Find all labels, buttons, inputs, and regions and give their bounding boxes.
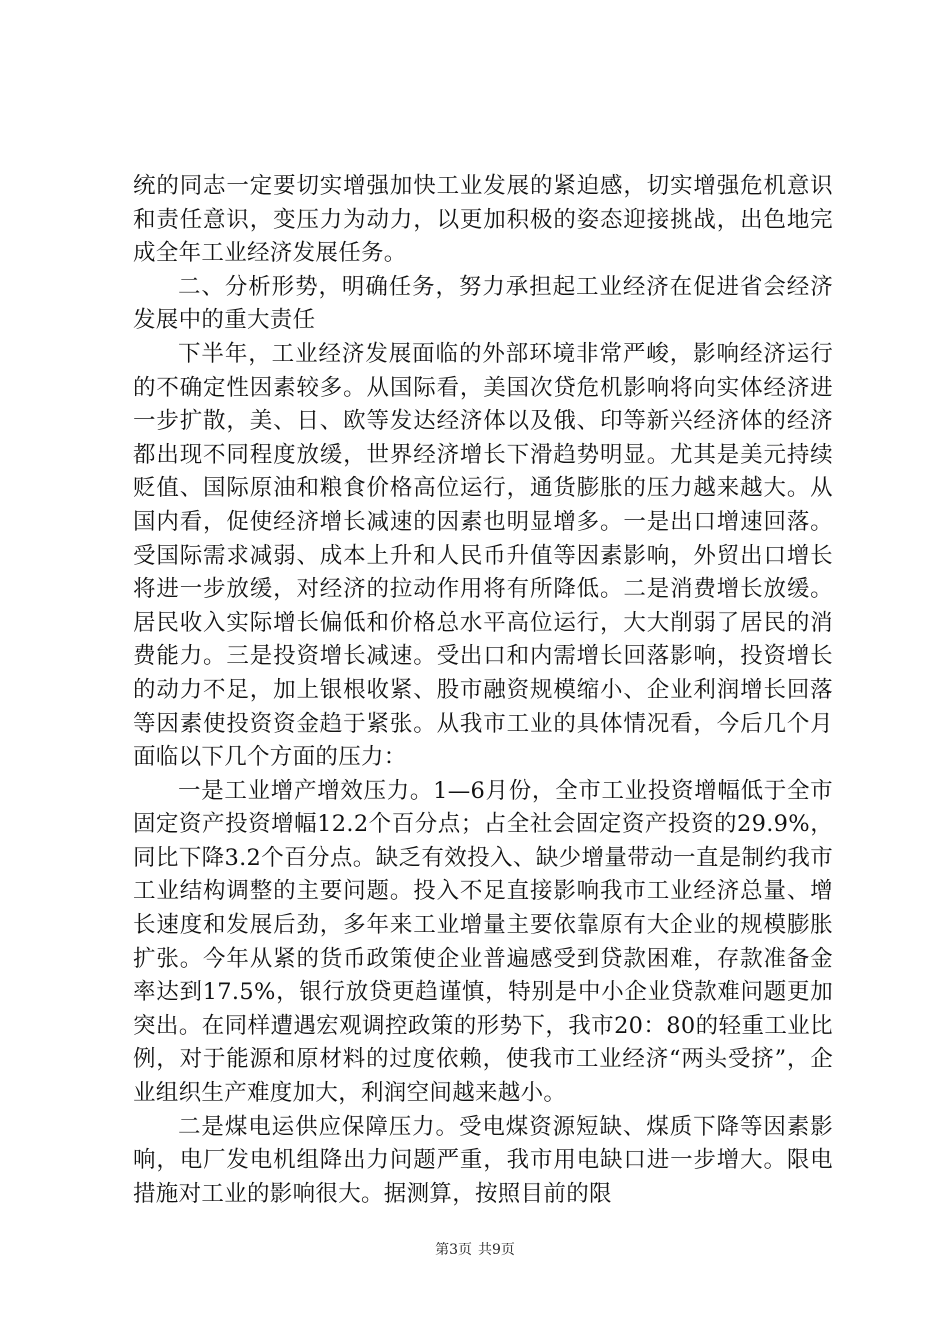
paragraph-continuation: 统的同志一定要切实增强加快工业发展的紧迫感，切实增强危机意识和责任意识，变压力为动力，以更加积极的姿态迎接挑战，出色地完成全年工业经济发展任务。 (133, 173, 833, 267)
paragraph-pressure-energy: 二是煤电运供应保障压力。受电煤资源短缺、煤质下降等因素影响，电厂发电机组降出力问题严重，我市用电缺口进一步增大。限电措施对工业的影响很大。据测算，按照目前的限 (133, 1113, 833, 1207)
document-body (133, 170, 833, 1211)
page-footer (0, 1241, 950, 1259)
section-heading: 二、分析形势，明确任务，努力承担起工业经济在促进省会经济发展中的重大责任 (133, 273, 833, 334)
page-total: 共9页 (478, 1242, 515, 1258)
paragraph-pressure-industry: 一是工业增产增效压力。1—6月份，全市工业投资增幅低于全市固定资产投资增幅12.2个百分点；占全社会固定资产投资的29.9%，同比下降3.2个百分点。缺乏有效投入、缺少增量带动一直是制约我市工业结构调整的主要问题。投入不足直接影响我市工业经济总量、增长速度和发展后劲，多年来工业增量主要依靠原有大企业的规模膨胀扩张。今年从紧的货币政策使企业普遍感受到贷款困难，存款准备金率达到17.5%，银行放贷更趋谨慎，特别是中小企业贷款难问题更加突出。在同样遭遇宏观调控政策的形势下，我市20：80的轻重工业比例，对于能源和原材料的过度依赖，使我市工业经济“两头受挤”，企业组织生产难度加大，利润空间越来越小。 (133, 777, 833, 1107)
paragraph-situation: 下半年，工业经济发展面临的外部环境非常严峻，影响经济运行的不确定性因素较多。从国际看，美国次贷危机影响将向实体经济进一步扩散，美、日、欧等发达经济体以及俄、印等新兴经济体的经济都出现不同程度放缓，世界经济增长下滑趋势明显。尤其是美元持续贬值、国际原油和粮食价格高位运行，通货膨胀的压力越来越大。从国内看，促使经济增长减速的因素也明显增多。一是出口增速回落。受国际需求减弱、成本上升和人民币升值等因素影响，外贸出口增长将进一步放缓，对经济的拉动作用将有所降低。二是消费增长放缓。居民收入实际增长偏低和价格总水平高位运行，大大削弱了居民的消费能力。三是投资增长减速。受出口和内需增长回落影响，投资增长的动力不足，加上银根收紧、股市融资规模缩小、企业利润增长回落等因素使投资资金趋于紧张。从我市工业的具体情况看，今后几个月面临以下几个方面的压力： (133, 340, 833, 771)
page-number: 第3页 (435, 1242, 472, 1258)
